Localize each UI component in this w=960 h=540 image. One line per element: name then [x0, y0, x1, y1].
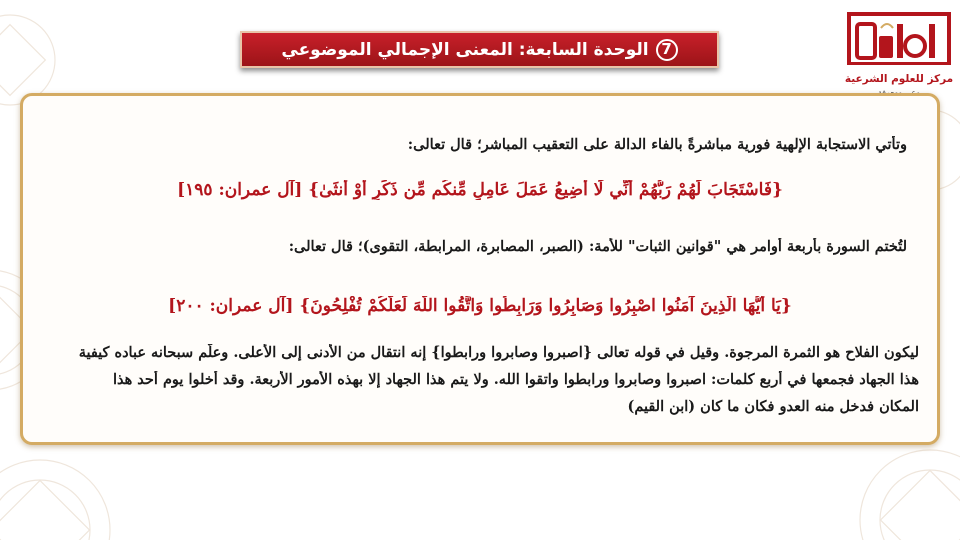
unit-title-bar [240, 31, 719, 68]
logo-subtitle: مركز للعلوم الشرعية [844, 73, 954, 85]
content-card [20, 93, 940, 445]
paragraph-line-1: ليكون الفلاح هو الثمرة المرجوة. وقيل في قوله تعالى {اصبروا وصابروا ورابطوا} إنه انتقال من الأدنى إلى الأعلى. وعلّم سبحانه عباده كيفية [78, 344, 919, 361]
quran-verse-1: {فَاسْتَجَابَ لَهُمْ رَبُّهُمْ أَنِّي لَا أُضِيعُ عَمَلَ عَامِلٍ مِّنكُم مِّن ذَكَرٍ أَوْ أُنثَىٰ} [آل عمران: ١٩٥] [177, 180, 783, 200]
center-logo [843, 6, 955, 98]
intro-text-1: وتأتي الاستجابة الإلهية فورية مباشرةً بالفاء الدالة على التعقيب المباشر؛ قال تعالى: [407, 136, 907, 153]
intro-text-2: لتُختم السورة بأربعة أوامر هي "قوانين الثبات" للأمة: (الصبر، المصابرة، المرابطة، التقوى)؛ قال تعالى: [288, 238, 907, 255]
quran-verse-2: {يَا أَيُّهَا الَّذِينَ آمَنُوا اصْبِرُوا وَصَابِرُوا وَرَابِطُوا وَاتَّقُوا اللَّهَ لَعَلَّكُمْ تُفْلِحُونَ} [آل عمران: ٢٠٠] [168, 296, 792, 316]
paragraph-line-2: هذا الجهاد فجمعها في أربع كلمات: اصبروا وصابروا ورابطوا واتقوا الله. ولا يتم هذا الجهاد إلا بهذه الأمور الأربعة. وقد أخلوا يوم أحد هذا [112, 371, 919, 388]
unit-number-badge: 7 [656, 39, 678, 61]
paragraph-line-3: المكان فدخل منه العدو فكان ما كان (ابن القيم) [627, 398, 919, 415]
unit-title: الوحدة السابعة: المعنى الإجمالي الموضوعي [281, 39, 649, 60]
logo-mark [843, 6, 955, 72]
